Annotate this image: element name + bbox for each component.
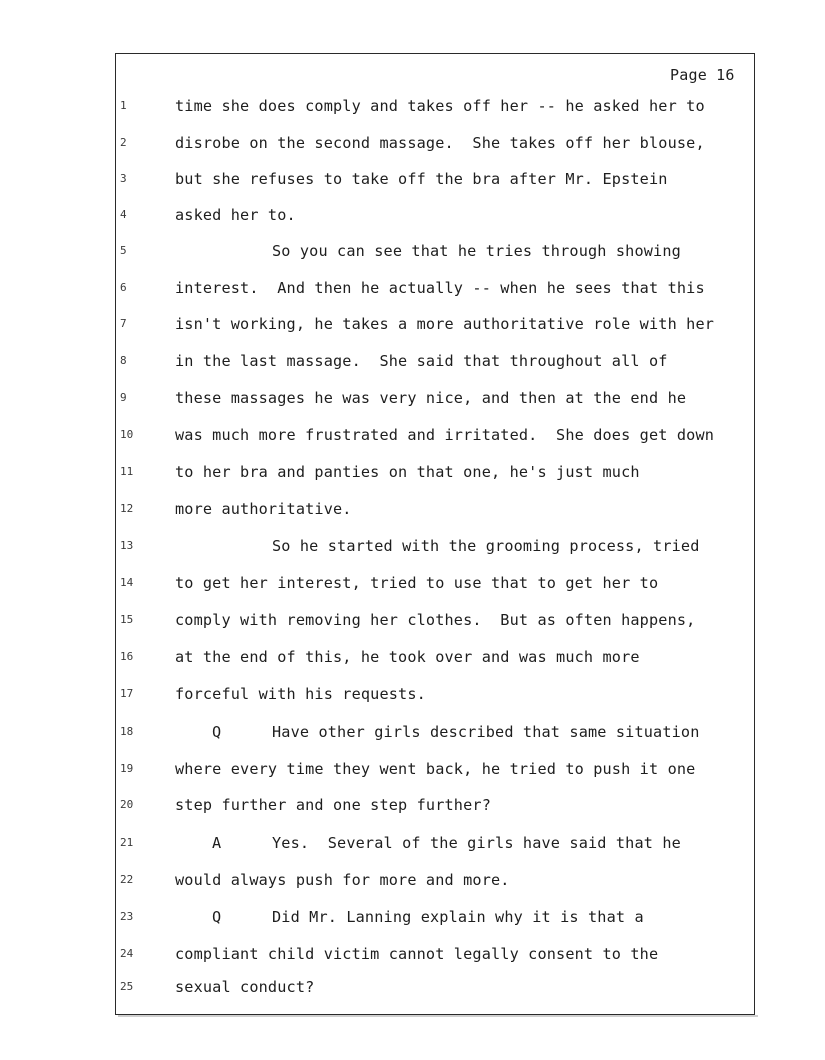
line-number: 7 (120, 317, 127, 330)
line-text: these massages he was very nice, and then at the end he (175, 389, 687, 407)
transcript-line (0, 945, 825, 969)
line-number: 14 (120, 576, 134, 589)
line-number: 22 (120, 873, 134, 886)
line-number: 25 (120, 980, 134, 993)
line-text: but she refuses to take off the bra after Mr. Epstein (175, 170, 668, 188)
line-text: would always push for more and more. (175, 871, 510, 889)
transcript-line (0, 279, 825, 303)
transcript-line (0, 574, 825, 598)
line-text: was much more frustrated and irritated. She does get down (175, 426, 715, 444)
line-text: step further and one step further? (175, 796, 491, 814)
transcript-line (0, 834, 825, 858)
line-text: to her bra and panties on that one, he's just much (175, 463, 640, 481)
line-number: 4 (120, 208, 127, 221)
line-text: to get her interest, tried to use that to get her to (175, 574, 659, 592)
line-number: 10 (120, 428, 134, 441)
transcript-line (0, 206, 825, 230)
line-text: in the last massage. She said that throughout all of (175, 352, 668, 370)
line-text: Yes. Several of the girls have said that he (272, 834, 681, 852)
line-number: 8 (120, 354, 127, 367)
line-number: 16 (120, 650, 134, 663)
line-text: forceful with his requests. (175, 685, 426, 703)
line-text: interest. And then he actually -- when he sees that this (175, 279, 705, 297)
line-text: sexual conduct? (175, 978, 315, 996)
line-text: more authoritative. (175, 500, 352, 518)
transcript-line (0, 500, 825, 524)
line-text: at the end of this, he took over and was much more (175, 648, 640, 666)
line-number: 12 (120, 502, 134, 515)
line-number: 5 (120, 244, 127, 257)
page-border-shadow (118, 1015, 758, 1017)
transcript-line (0, 611, 825, 635)
transcript-line (0, 242, 825, 266)
transcript-line (0, 463, 825, 487)
transcript-line (0, 978, 825, 1002)
line-text: isn't working, he takes a more authoritative role with her (175, 315, 715, 333)
line-text: where every time they went back, he tried to push it one (175, 760, 696, 778)
transcript-line (0, 170, 825, 194)
line-number: 24 (120, 947, 134, 960)
transcript-line (0, 908, 825, 932)
line-number: 18 (120, 725, 134, 738)
line-text: disrobe on the second massage. She takes off her blouse, (175, 134, 705, 152)
line-text: So he started with the grooming process, tried (272, 537, 700, 555)
line-number: 15 (120, 613, 134, 626)
line-text: compliant child victim cannot legally consent to the (175, 945, 659, 963)
transcript-line (0, 871, 825, 895)
transcript-line (0, 685, 825, 709)
transcript-line (0, 796, 825, 820)
transcript-line (0, 426, 825, 450)
qa-marker: A (212, 834, 222, 852)
line-text: time she does comply and takes off her -- he asked her to (175, 97, 705, 115)
line-number: 9 (120, 391, 127, 404)
transcript-line (0, 389, 825, 413)
line-number: 21 (120, 836, 134, 849)
transcript-line (0, 537, 825, 561)
line-number: 19 (120, 762, 134, 775)
line-number: 6 (120, 281, 127, 294)
line-number: 2 (120, 136, 127, 149)
line-text: Have other girls described that same situation (272, 723, 700, 741)
line-number: 3 (120, 172, 127, 185)
line-number: 23 (120, 910, 134, 923)
transcript-line (0, 723, 825, 747)
qa-marker: Q (212, 908, 222, 926)
transcript-line (0, 97, 825, 121)
line-text: asked her to. (175, 206, 296, 224)
transcript-line (0, 648, 825, 672)
line-number: 17 (120, 687, 134, 700)
line-number: 13 (120, 539, 134, 552)
line-number: 20 (120, 798, 134, 811)
transcript-line (0, 352, 825, 376)
line-text: So you can see that he tries through showing (272, 242, 681, 260)
transcript-line (0, 760, 825, 784)
page-number: Page 16 (670, 66, 735, 84)
qa-marker: Q (212, 723, 222, 741)
line-number: 1 (120, 99, 127, 112)
line-number: 11 (120, 465, 134, 478)
transcript-line (0, 134, 825, 158)
line-text: comply with removing her clothes. But as often happens, (175, 611, 696, 629)
line-text: Did Mr. Lanning explain why it is that a (272, 908, 644, 926)
transcript-line (0, 315, 825, 339)
